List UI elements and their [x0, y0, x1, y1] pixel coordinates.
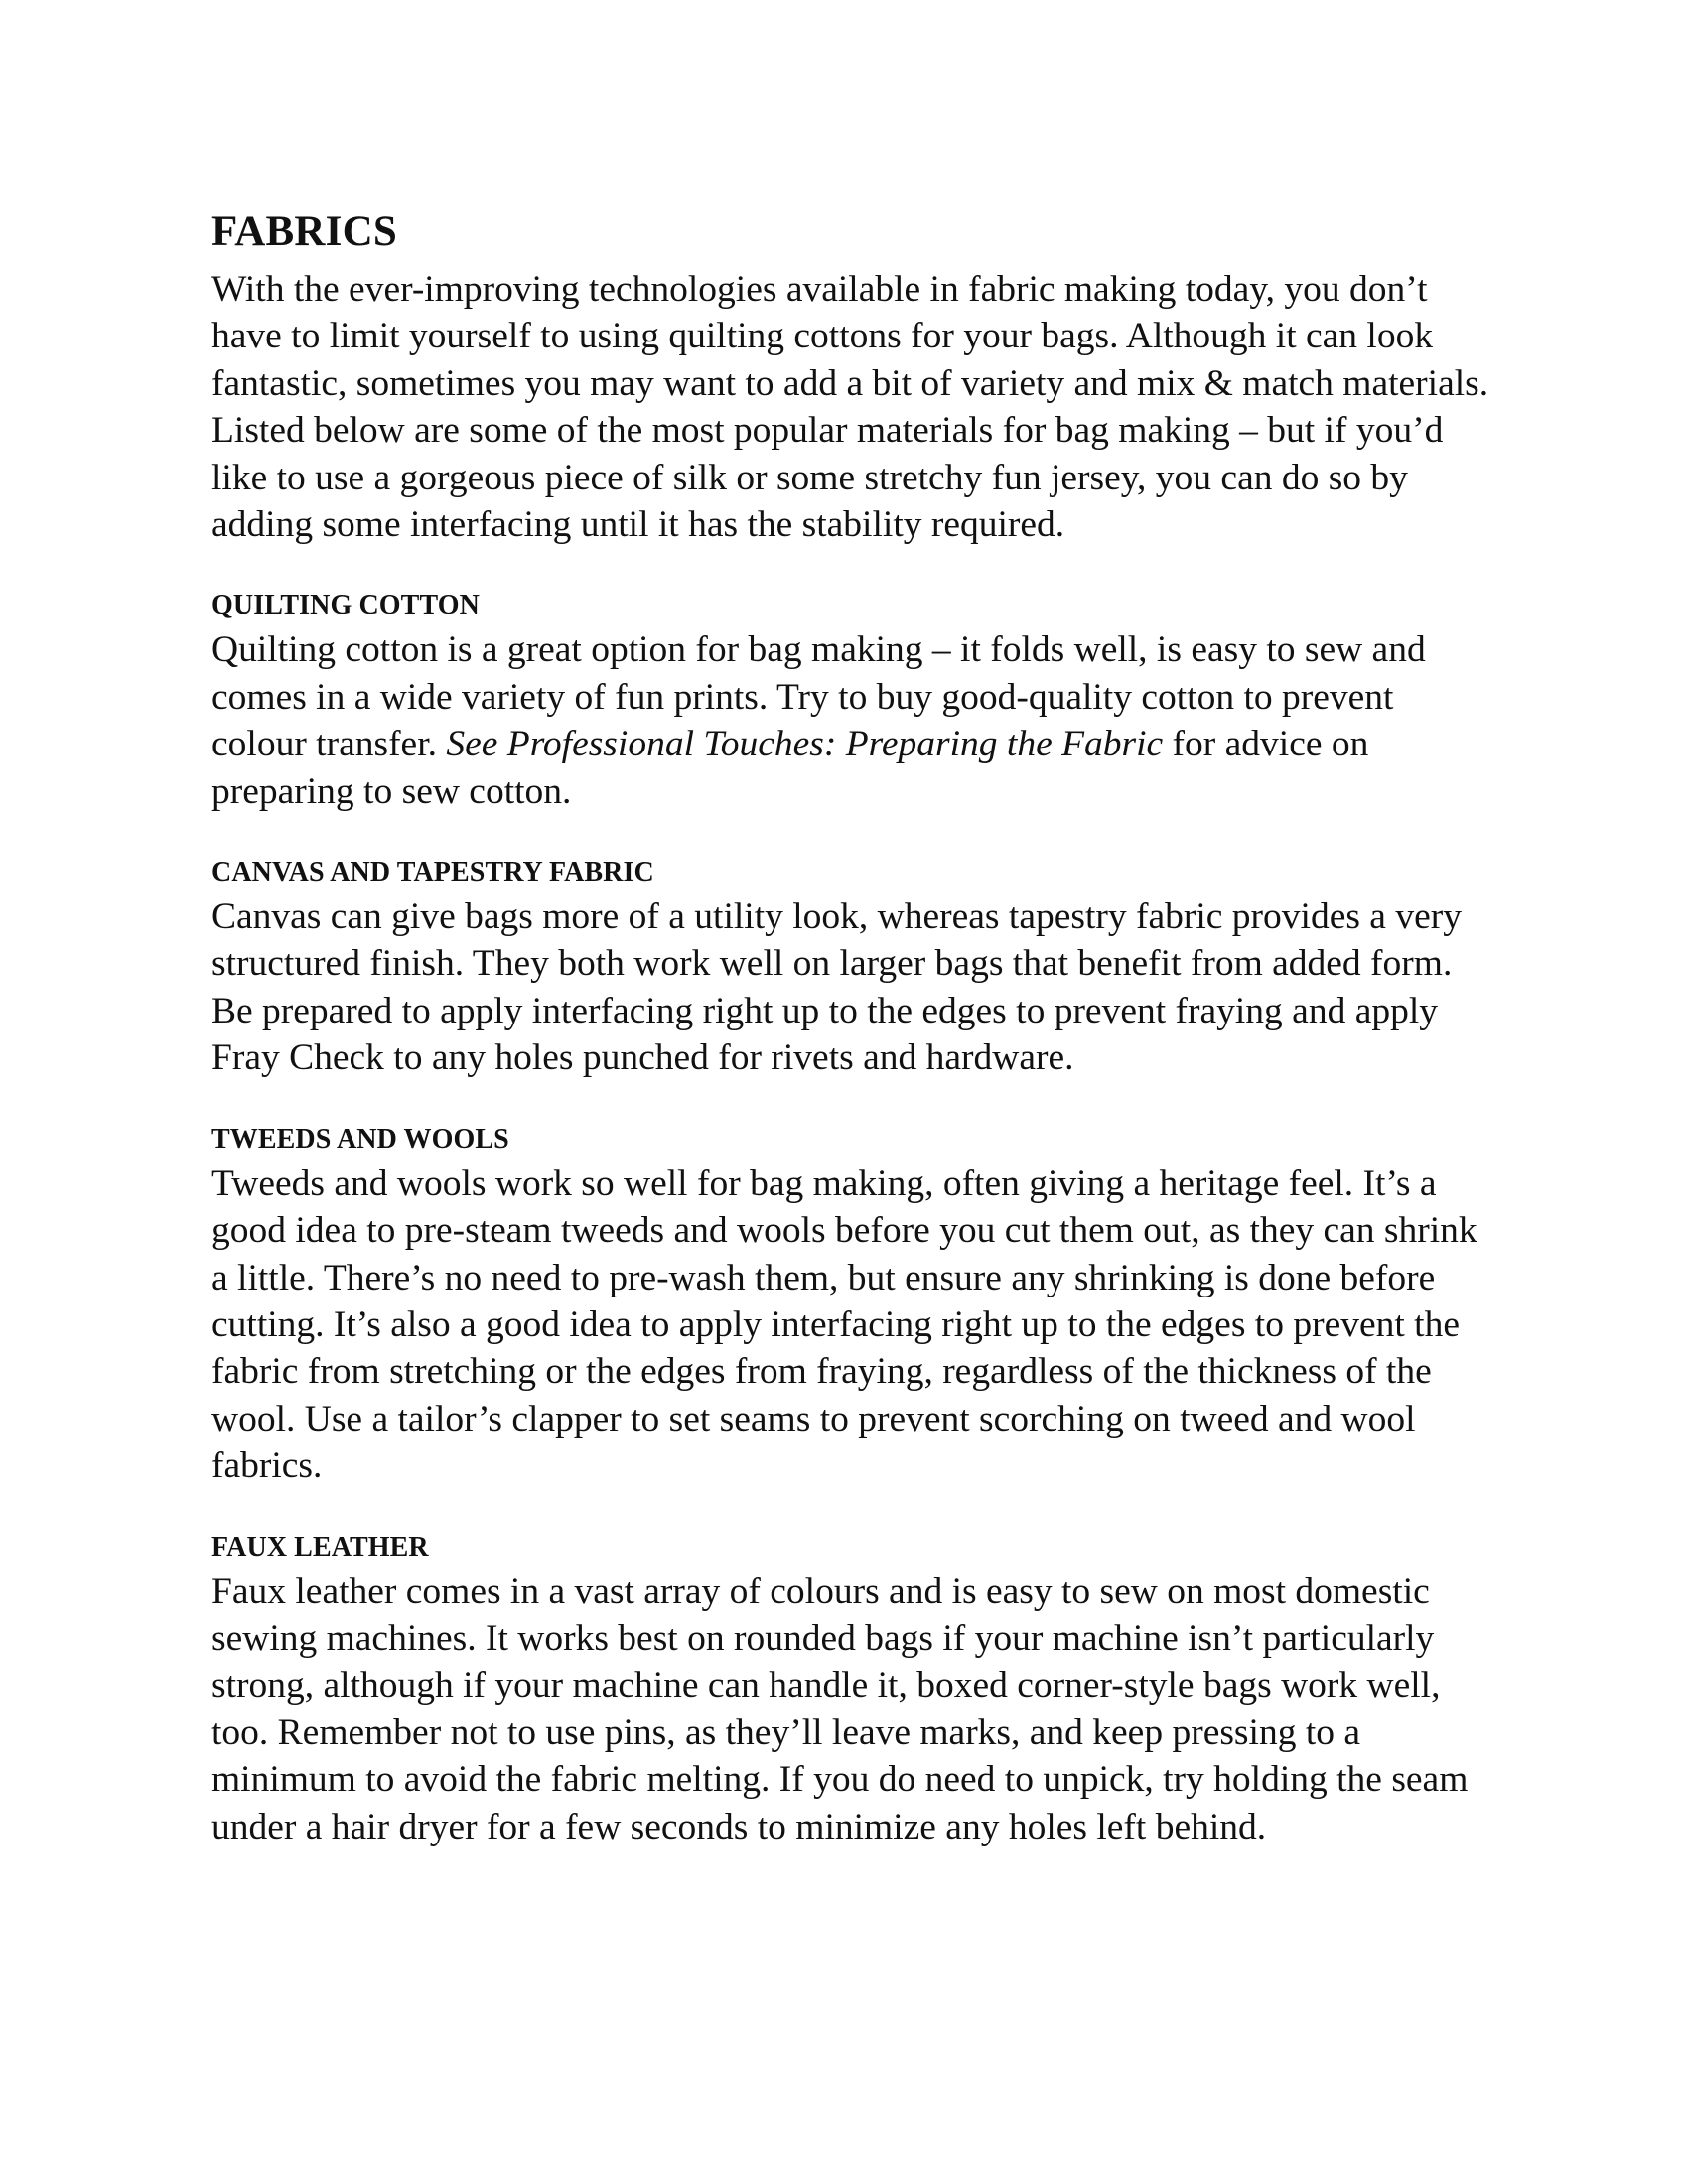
page-title: FABRICS [211, 208, 397, 255]
section-heading: CANVAS AND TAPESTRY FABRIC [211, 857, 654, 888]
section-body: Tweeds and wools work so well for bag making, often giving a heritage feel. It’s a good idea to pre-steam tweeds and wools before you cut them out, as they can shrink a little. There’s no need to pre-wash them, but ensure any shrinking is done before cutting. It’s also a good idea to apply interfacing right up to the edges to prevent the fabric from stretching or the edges from fraying, regardless of the thickness of the wool. Use a tailor’s clapper to set seams to prevent scorching on tweed and wool fabrics. [211, 1162, 1477, 1487]
document-page [211, 206, 1492, 1850]
section-heading: TWEEDS AND WOOLS [211, 1123, 509, 1155]
section-faux-leather [211, 1532, 1492, 1850]
body-text: Quilting cotton is a great option for bag making – it folds well, is easy to sew and comes in a wide variety of fun prints. Try to buy good-quality cotton to prevent colour transfer. [211, 629, 1426, 765]
section-tweeds-wools [211, 1124, 1492, 1490]
section-quilting-cotton [211, 590, 1492, 815]
body-text: for advice on preparing to sew cotton. [211, 724, 1369, 812]
section-body: Faux leather comes in a vast array of colours and is easy to sew on most domestic sewing machines. It works best on rounded bags if your machine isn’t particularly strong, although if your machine can handle it, boxed corner-style bags work well, too. Remember not to use pins, as they’ll leave marks, and keep pressing to a minimum to avoid the fabric melting. If you do need to unpick, try holding the seam under a hair dryer for a few seconds to minimize any holes left behind. [211, 1570, 1469, 1847]
section-heading: FAUX LEATHER [211, 1531, 429, 1563]
section-heading: QUILTING COTTON [211, 590, 480, 621]
section-body [211, 626, 1492, 815]
section-body: Canvas can give bags more of a utility look, whereas tapestry fabric provides a very structured finish. They both work well on larger bags that benefit from added form. Be prepared to apply interfacing right up to the edges to prevent fraying and apply Fray Check to any holes punched for rivets and hardware. [211, 896, 1462, 1079]
section-canvas-tapestry [211, 857, 1492, 1082]
intro-paragraph: With the ever-improving technologies available in fabric making today, you don’t have to limit yourself to using quilting cottons for your bags. Although it can look fantastic, sometimes you may want to add a bit of variety and mix & match materials. Listed below are some of the most popular materials for bag making – but if you’d like to use a gorgeous piece of silk or some stretchy fun jersey, you can do so by adding some interfacing until it has the stability required. [211, 269, 1489, 546]
cross-reference: See Professional Touches: Preparing the Fabric [446, 724, 1164, 765]
